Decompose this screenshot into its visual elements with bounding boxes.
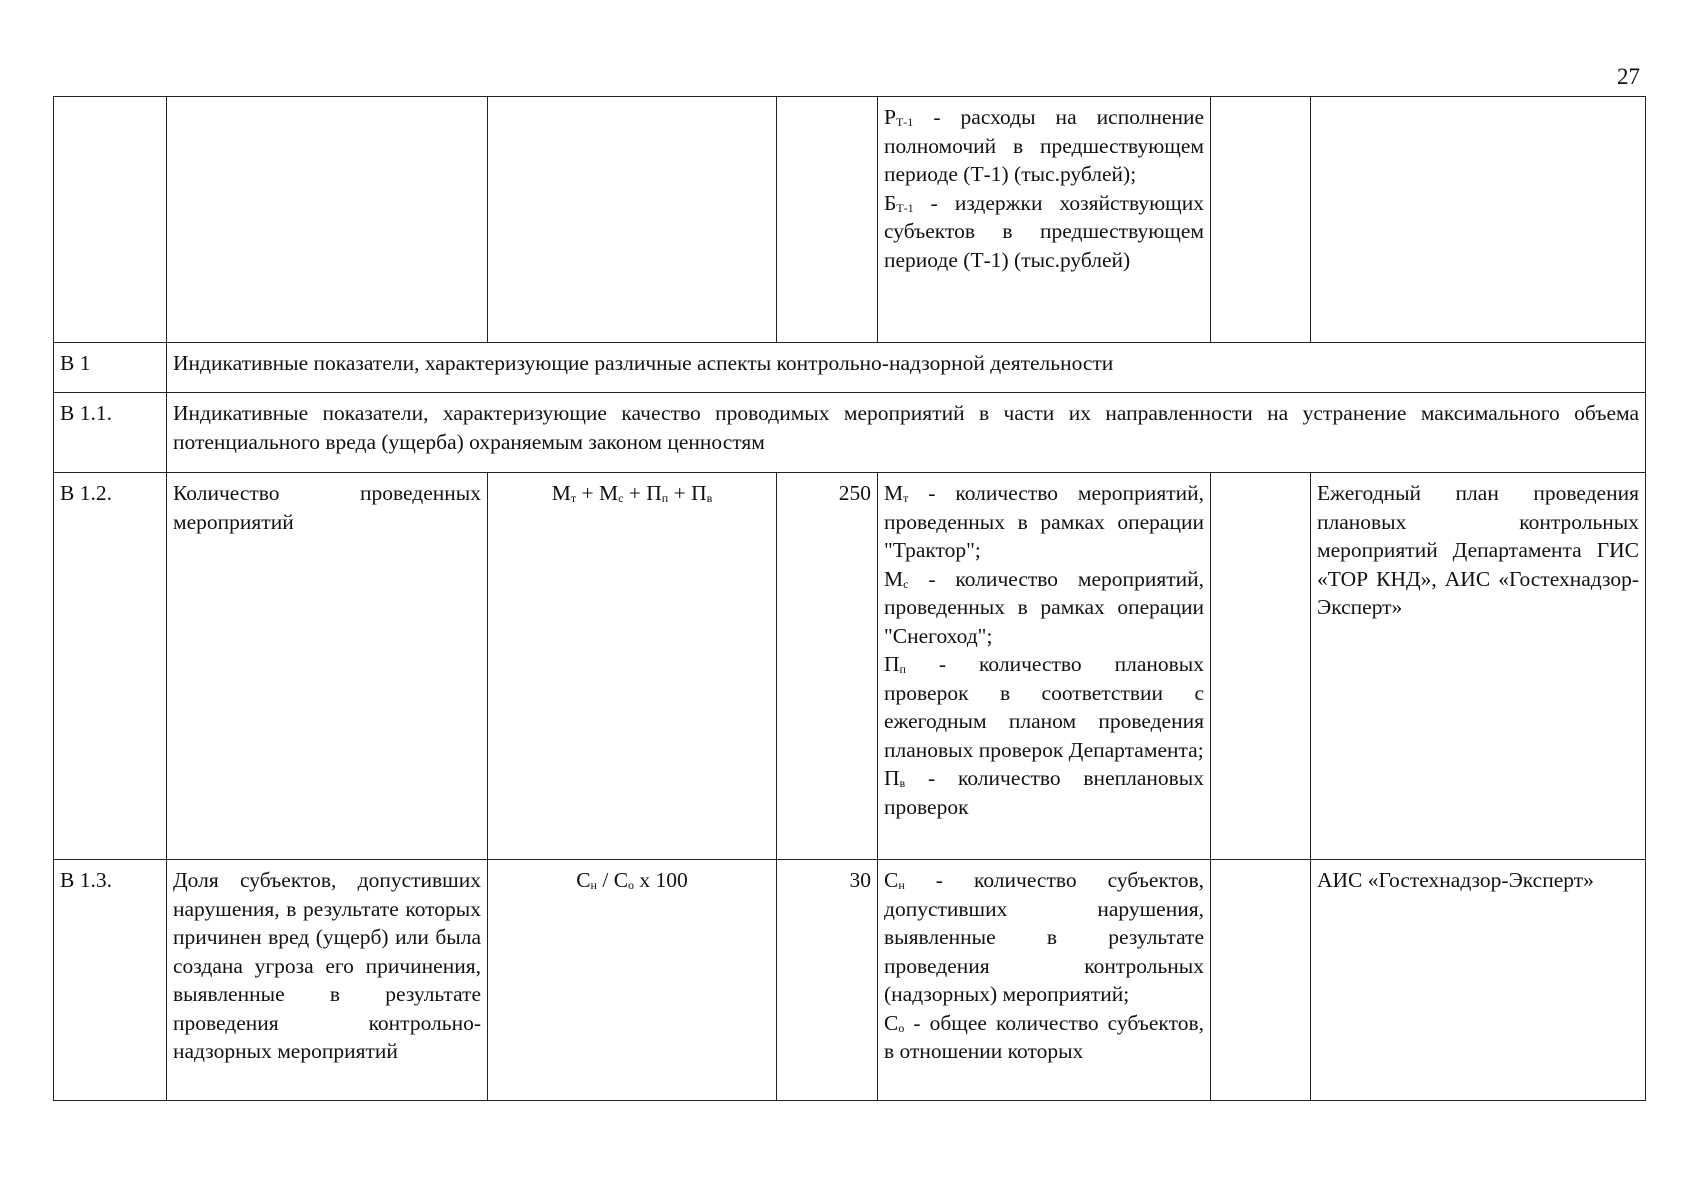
cell-code bbox=[54, 97, 167, 343]
table-row-b12 bbox=[54, 473, 1646, 860]
table-row-continuation bbox=[54, 97, 1646, 343]
definition-line bbox=[884, 1009, 1204, 1066]
definition-text: - количество плановых проверок в соответствии с ежегодным планом проведения плановых проверок Департамента; bbox=[884, 652, 1204, 762]
indicator-source: Ежегодный план проведения плановых контрольных мероприятий Департамента ГИС «ТОР КНД», АИС «Гостехнадзор-Эксперт» bbox=[1311, 473, 1646, 860]
definition-subscript: с bbox=[903, 576, 909, 591]
definition-text: - расходы на исполнение полномочий в предшествующем периоде (Т-1) (тыс.рублей); bbox=[884, 105, 1204, 186]
indicator-name: Количество проведенных мероприятий bbox=[167, 473, 488, 860]
definition-subscript: Т-1 bbox=[895, 115, 914, 129]
formula-text: $М_т + М_с + П_п + П_в$ bbox=[551, 481, 713, 505]
definition-symbol: П bbox=[884, 652, 900, 676]
definition-subscript: в bbox=[899, 776, 906, 790]
definition-text: - общее количество субъектов, в отношении которых bbox=[884, 1010, 1204, 1063]
definition-symbol: С bbox=[884, 1010, 899, 1035]
definition-line bbox=[884, 189, 1204, 275]
definition-line bbox=[884, 565, 1204, 651]
section-title: Индикативные показатели, характеризующие различные аспекты контрольно-надзорной деятельности bbox=[167, 343, 1646, 393]
indicators-table bbox=[53, 96, 1646, 1101]
definition-symbol: П bbox=[884, 766, 900, 790]
indicator-formula bbox=[488, 860, 777, 1101]
indicator-definitions bbox=[878, 473, 1211, 860]
section-code: В 1 bbox=[54, 343, 167, 393]
row-code: В 1.3. bbox=[54, 860, 167, 1101]
section-title: Индикативные показатели, характеризующие качество проводимых мероприятий в части их направленности на устранение максимального объема потенциального вреда (ущерба) охраняемым законом ценностям bbox=[167, 393, 1646, 473]
cell-value bbox=[777, 97, 878, 343]
section-code: В 1.1. bbox=[54, 393, 167, 473]
definition-symbol: С bbox=[884, 868, 899, 892]
definition-text: - количество субъектов, допустивших нарушения, выявленные в результате проведения контрольных (надзорных) мероприятий; bbox=[884, 868, 1204, 1006]
cell-blank bbox=[1211, 473, 1311, 860]
indicator-value: 250 bbox=[777, 473, 878, 860]
definition-line bbox=[884, 479, 1204, 565]
definition-line bbox=[884, 650, 1204, 764]
definition-text: - количество мероприятий, проведенных в рамках операции "Снегоход"; bbox=[884, 566, 1204, 648]
definition-symbol: М bbox=[884, 481, 904, 505]
indicator-name: Доля субъектов, допустивших нарушения, в результате которых причинен вред (ущерб) или была создана угроза его причинения, выявленные в результате проведения контрольно-надзорных мероприятий bbox=[167, 860, 488, 1101]
table-row-b13 bbox=[54, 860, 1646, 1101]
definition-line bbox=[884, 764, 1204, 821]
indicator-definitions bbox=[878, 860, 1211, 1101]
definition-text: - издержки хозяйствующих субъектов в предшествующем периоде (Т-1) (тыс.рублей) bbox=[884, 190, 1204, 272]
cell-name bbox=[167, 97, 488, 343]
definition-subscript: о bbox=[898, 1020, 905, 1035]
definition-text: - количество мероприятий, проведенных в рамках операции "Трактор"; bbox=[884, 481, 1204, 562]
definition-symbol: Б bbox=[884, 190, 897, 215]
definition-line bbox=[884, 103, 1204, 189]
definition-subscript: Т-1 bbox=[896, 200, 914, 215]
cell-source bbox=[1311, 97, 1646, 343]
section-row-b11 bbox=[54, 393, 1646, 473]
cell-blank bbox=[1211, 97, 1311, 343]
page-number: 27 bbox=[1617, 64, 1640, 89]
indicator-value: 30 bbox=[777, 860, 878, 1101]
formula-text: $С_н / С_о$ х 100 bbox=[576, 868, 688, 892]
definition-line bbox=[884, 866, 1204, 1009]
cell-definitions bbox=[878, 97, 1211, 343]
definition-text: - количество внеплановых проверок bbox=[884, 766, 1204, 819]
definition-subscript: н bbox=[898, 878, 905, 892]
section-row-b1 bbox=[54, 343, 1646, 393]
definition-symbol: М bbox=[884, 566, 904, 591]
definition-symbol: Р bbox=[884, 105, 896, 129]
indicator-formula bbox=[488, 473, 777, 860]
cell-blank bbox=[1211, 860, 1311, 1101]
row-code: В 1.2. bbox=[54, 473, 167, 860]
definition-subscript: т bbox=[903, 491, 909, 505]
indicator-source: АИС «Гостехнадзор-Эксперт» bbox=[1311, 860, 1646, 1101]
definition-subscript: п bbox=[899, 662, 906, 676]
cell-formula bbox=[488, 97, 777, 343]
